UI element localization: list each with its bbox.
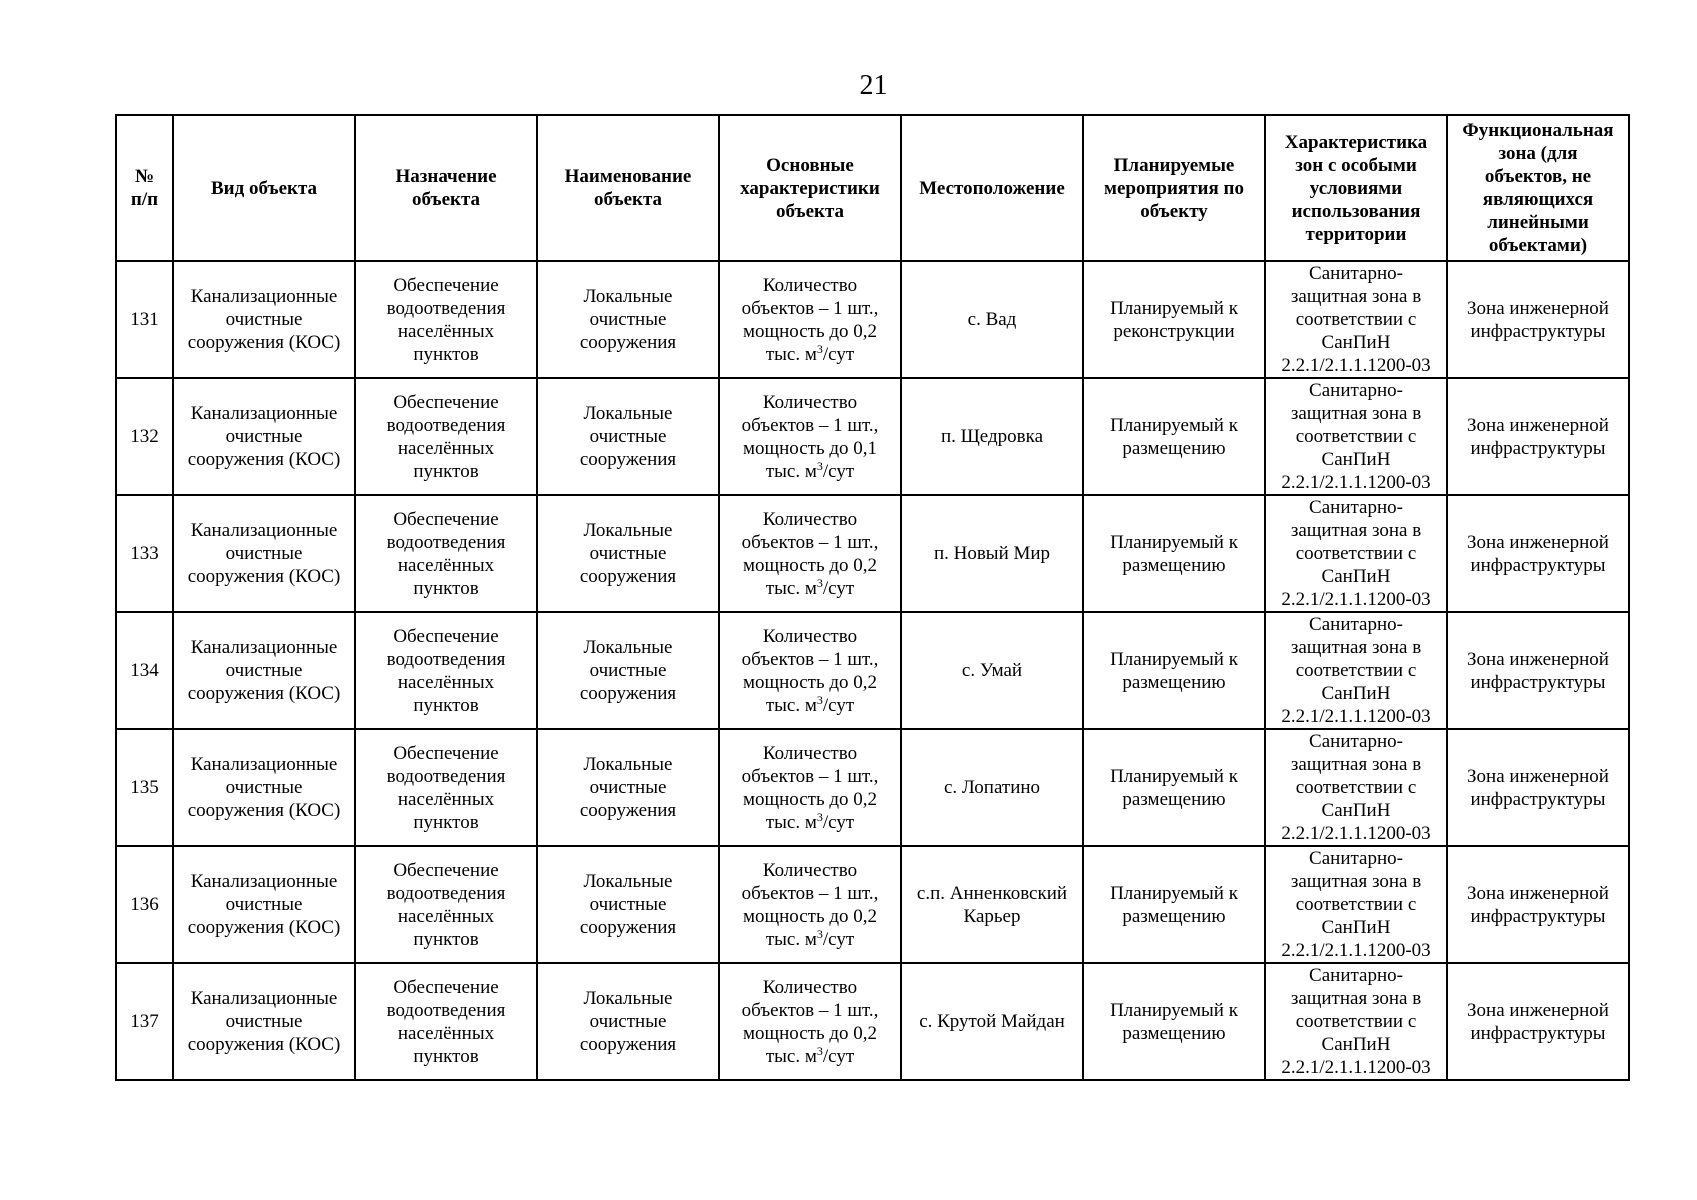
cell-text-line: Обеспечение [393, 391, 499, 413]
cell-text-line: мощность до 0,2 [742, 788, 878, 810]
cell-text-line: Санитарно- [1309, 848, 1403, 869]
cell-text-line: Зона инженерной [1467, 648, 1609, 670]
cell-text-line: Локальные [583, 871, 673, 892]
cell-text-line: пунктов [413, 928, 479, 950]
table-row [116, 495, 1629, 612]
cell-number: 136 [116, 846, 173, 963]
cell-text-line: очистные [589, 660, 667, 681]
cell-text-line: мощность до 0,2 [742, 671, 878, 693]
header-object-type [173, 115, 355, 261]
unit-text: тыс. м [765, 1045, 817, 1067]
cell-text-line: Обеспечение [393, 859, 499, 881]
header-text-line: Наименование [564, 166, 692, 187]
cell-text-line: очистные [225, 1011, 303, 1032]
cell-planned-measures [1083, 612, 1265, 729]
cell-text-line: Канализационные [190, 286, 338, 307]
cell-text-line: Санитарно- [1309, 380, 1403, 401]
cell-object-type [173, 495, 355, 612]
cell-number: 132 [116, 378, 173, 495]
cell-text-line: сооружения [579, 917, 677, 938]
cell-object-name [537, 963, 719, 1080]
cell-planned-measures [1083, 378, 1265, 495]
header-text-line: п/п [130, 189, 159, 210]
cell-text-line: очистные [589, 426, 667, 447]
unit-superscript: 3 [816, 809, 823, 824]
cell-text-line: СанПиН [1321, 449, 1391, 470]
header-text-line: объекту [1140, 200, 1208, 222]
cell-text-line: Канализационные [190, 988, 338, 1009]
cell-object-type [173, 261, 355, 378]
table-row [116, 963, 1629, 1080]
cell-text-line: водоотведения [386, 765, 506, 787]
unit-superscript: 3 [816, 575, 823, 590]
header-functional-zone [1447, 115, 1629, 261]
cell-text-line: защитная зона в [1290, 403, 1422, 424]
header-text-line: линейными [1487, 212, 1589, 233]
cell-object-name [537, 612, 719, 729]
capacity-unit-line [723, 928, 897, 951]
cell-object-type [173, 963, 355, 1080]
cell-text-line: Обеспечение [393, 976, 499, 998]
cell-text-line: Канализационные [190, 871, 338, 892]
unit-text: тыс. м [765, 811, 817, 833]
cell-text-line: Локальные [583, 754, 673, 775]
cell-text-line: Количество [762, 508, 858, 530]
cell-text-line: очистные [225, 894, 303, 915]
cell-text-line: СанПиН [1321, 332, 1391, 353]
cell-text-line: Карьер [963, 905, 1021, 927]
cell-text-line: мощность до 0,2 [742, 554, 878, 576]
capacity-unit-line [723, 343, 897, 366]
header-text-line: зона (для [1498, 143, 1578, 164]
cell-text-line: Локальные [583, 403, 673, 424]
cell-characteristics [719, 612, 901, 729]
cell-text-line: населённых [397, 671, 495, 693]
cell-text-line: мощность до 0,1 [742, 437, 878, 459]
cell-text-line: пунктов [413, 343, 479, 365]
header-text-line: Планируемые [1113, 154, 1235, 176]
cell-text-line: водоотведения [386, 999, 506, 1021]
cell-object-name [537, 846, 719, 963]
cell-text-line: Количество [762, 391, 858, 413]
cell-text-line: Обеспечение [393, 625, 499, 647]
header-text-line: территории [1305, 223, 1407, 245]
cell-text-line: Зона инженерной [1467, 531, 1609, 553]
cell-text-line: соответствии с [1295, 894, 1417, 915]
cell-text-line: Канализационные [190, 403, 338, 424]
cell-text-line: инфраструктуры [1470, 671, 1606, 693]
cell-text-line: СанПиН [1321, 1034, 1391, 1055]
header-object-name [537, 115, 719, 261]
cell-text-line: населённых [397, 905, 495, 927]
table-row [116, 729, 1629, 846]
cell-text-line: объектов – 1 шт., [741, 531, 879, 553]
cell-text-line: водоотведения [386, 882, 506, 904]
unit-tail: /сут [822, 694, 855, 716]
cell-text-line: Санитарно- [1309, 497, 1403, 518]
cell-special-zone [1265, 261, 1447, 378]
cell-planned-measures [1083, 963, 1265, 1080]
header-text-line: объекта [411, 189, 481, 210]
cell-text-line: сооружения (КОС) [187, 683, 341, 704]
cell-text-line: Локальные [583, 637, 673, 658]
cell-text-line: сооружения [579, 449, 677, 470]
cell-object-type [173, 612, 355, 729]
cell-text-line: защитная зона в [1290, 988, 1422, 1009]
cell-text-line: очистные [225, 309, 303, 330]
cell-text-line: Канализационные [190, 754, 338, 775]
cell-text-line: с. Умай [961, 660, 1023, 681]
cell-text-line: соответствии с [1295, 543, 1417, 564]
header-text-line: объекта [775, 200, 845, 222]
unit-text: тыс. м [765, 577, 817, 599]
header-text-line: объекта [593, 189, 663, 210]
cell-functional-zone [1447, 378, 1629, 495]
cell-location [901, 846, 1083, 963]
cell-text-line: пунктов [413, 577, 479, 599]
unit-superscript: 3 [816, 458, 823, 473]
cell-location [901, 963, 1083, 1080]
cell-object-type [173, 378, 355, 495]
cell-text-line: мощность до 0,2 [742, 320, 878, 342]
cell-purpose [355, 612, 537, 729]
cell-text-line: с. Лопатино [943, 777, 1041, 798]
cell-text-line: Планируемый к [1110, 765, 1238, 787]
cell-text-line: объектов – 1 шт., [741, 765, 879, 787]
cell-purpose [355, 261, 537, 378]
cell-text-line: населённых [397, 554, 495, 576]
cell-text-line: населённых [397, 437, 495, 459]
cell-number: 131 [116, 261, 173, 378]
cell-text-line: сооружения [579, 683, 677, 704]
unit-superscript: 3 [816, 926, 823, 941]
table-row [116, 261, 1629, 378]
cell-characteristics [719, 846, 901, 963]
cell-location [901, 495, 1083, 612]
cell-text-line: 2.2.1/2.1.1.1200-03 [1281, 1057, 1431, 1078]
cell-text-line: очистные [225, 426, 303, 447]
unit-tail: /сут [822, 577, 855, 599]
unit-text: тыс. м [765, 928, 817, 950]
cell-text-line: 2.2.1/2.1.1.1200-03 [1281, 589, 1431, 610]
unit-tail: /сут [822, 460, 855, 482]
cell-text-line: очистные [225, 543, 303, 564]
cell-text-line: Локальные [583, 988, 673, 1009]
cell-number: 134 [116, 612, 173, 729]
cell-text-line: 2.2.1/2.1.1.1200-03 [1281, 706, 1431, 727]
cell-text-line: мощность до 0,2 [742, 1022, 878, 1044]
cell-text-line: населённых [397, 788, 495, 810]
cell-special-zone [1265, 378, 1447, 495]
cell-text-line: очистные [225, 777, 303, 798]
cell-text-line: п. Щедровка [940, 426, 1044, 447]
cell-text-line: Канализационные [190, 520, 338, 541]
cell-text-line: Зона инженерной [1467, 414, 1609, 436]
cell-purpose [355, 378, 537, 495]
cell-text-line: размещению [1122, 788, 1226, 810]
cell-text-line: инфраструктуры [1470, 320, 1606, 342]
cell-text-line: Санитарно- [1309, 731, 1403, 752]
cell-text-line: очистные [589, 894, 667, 915]
cell-text-line: сооружения [579, 332, 677, 353]
cell-text-line: инфраструктуры [1470, 437, 1606, 459]
cell-text-line: Локальные [583, 286, 673, 307]
cell-text-line: Локальные [583, 520, 673, 541]
cell-text-line: Санитарно- [1309, 614, 1403, 635]
cell-purpose [355, 846, 537, 963]
cell-text-line: сооружения [579, 566, 677, 587]
cell-text-line: инфраструктуры [1470, 1022, 1606, 1044]
cell-functional-zone [1447, 846, 1629, 963]
cell-text-line: водоотведения [386, 531, 506, 553]
cell-object-type [173, 846, 355, 963]
cell-functional-zone [1447, 612, 1629, 729]
cell-number: 135 [116, 729, 173, 846]
cell-characteristics [719, 963, 901, 1080]
cell-planned-measures [1083, 261, 1265, 378]
cell-text-line: сооружения (КОС) [187, 449, 341, 470]
cell-text-line: инфраструктуры [1470, 554, 1606, 576]
cell-characteristics [719, 378, 901, 495]
cell-characteristics [719, 495, 901, 612]
cell-object-name [537, 729, 719, 846]
cell-text-line: Обеспечение [393, 508, 499, 530]
cell-text-line: соответствии с [1295, 426, 1417, 447]
cell-location [901, 612, 1083, 729]
cell-planned-measures [1083, 495, 1265, 612]
cell-text-line: объектов – 1 шт., [741, 648, 879, 670]
header-text-line: Назначение [395, 166, 497, 187]
cell-text-line: защитная зона в [1290, 754, 1422, 775]
cell-text-line: размещению [1122, 437, 1226, 459]
table-row [116, 612, 1629, 729]
cell-text-line: сооружения (КОС) [187, 1034, 341, 1055]
cell-characteristics [719, 729, 901, 846]
cell-text-line: Количество [762, 859, 858, 881]
header-location [901, 115, 1083, 261]
table-body [116, 261, 1629, 1080]
cell-text-line: Планируемый к [1110, 648, 1238, 670]
header-text-line: зон с особыми [1295, 154, 1417, 176]
cell-text-line: Количество [762, 976, 858, 998]
cell-text-line: объектов – 1 шт., [741, 297, 879, 319]
cell-text-line: соответствии с [1295, 777, 1417, 798]
cell-text-line: пунктов [413, 1045, 479, 1067]
cell-text-line: Количество [762, 625, 858, 647]
cell-text-line: СанПиН [1321, 800, 1391, 821]
cell-special-zone [1265, 963, 1447, 1080]
cell-text-line: пунктов [413, 460, 479, 482]
cell-functional-zone [1447, 261, 1629, 378]
cell-text-line: Зона инженерной [1467, 765, 1609, 787]
capacity-unit-line [723, 1045, 897, 1068]
header-text-line: Местоположение [919, 177, 1065, 199]
header-text-line: являющихся [1482, 189, 1594, 210]
table-row [116, 846, 1629, 963]
cell-special-zone [1265, 495, 1447, 612]
cell-text-line: водоотведения [386, 648, 506, 670]
header-num [116, 115, 173, 261]
cell-text-line: Санитарно- [1309, 263, 1403, 284]
cell-text-line: населённых [397, 1022, 495, 1044]
cell-text-line: размещению [1122, 554, 1226, 576]
cell-text-line: Обеспечение [393, 742, 499, 764]
cell-functional-zone [1447, 495, 1629, 612]
header-text-line: объектов, не [1484, 166, 1592, 187]
unit-tail: /сут [822, 1045, 855, 1067]
cell-text-line: с. Вад [967, 309, 1017, 330]
cell-text-line: СанПиН [1321, 566, 1391, 587]
header-text-line: мероприятия по [1104, 177, 1244, 199]
cell-text-line: очистные [589, 543, 667, 564]
cell-planned-measures [1083, 846, 1265, 963]
page-number: 21 [859, 70, 888, 101]
header-text-line: Вид объекта [210, 177, 318, 199]
header-purpose [355, 115, 537, 261]
table-row [116, 378, 1629, 495]
cell-location [901, 729, 1083, 846]
cell-text-line: защитная зона в [1290, 520, 1422, 541]
cell-text-line: Количество [762, 742, 858, 764]
unit-superscript: 3 [816, 692, 823, 707]
unit-tail: /сут [822, 928, 855, 950]
cell-text-line: 2.2.1/2.1.1.1200-03 [1281, 940, 1431, 961]
cell-characteristics [719, 261, 901, 378]
cell-text-line: сооружения [579, 1034, 677, 1055]
cell-text-line: Планируемый к [1110, 531, 1238, 553]
cell-text-line: соответствии с [1295, 1011, 1417, 1032]
cell-text-line: Планируемый к [1110, 882, 1238, 904]
header-text-line: Основные [766, 154, 854, 176]
header-text-line: объектами) [1488, 235, 1588, 256]
header-text-line: Функциональная [1462, 120, 1614, 141]
cell-text-line: сооружения (КОС) [187, 800, 341, 821]
cell-text-line: очистные [589, 1011, 667, 1032]
cell-text-line: Зона инженерной [1467, 882, 1609, 904]
cell-text-line: Зона инженерной [1467, 999, 1609, 1021]
cell-text-line: 2.2.1/2.1.1.1200-03 [1281, 823, 1431, 844]
cell-text-line: сооружения (КОС) [187, 332, 341, 353]
cell-purpose [355, 495, 537, 612]
cell-text-line: реконструкции [1113, 320, 1235, 342]
cell-special-zone [1265, 846, 1447, 963]
cell-text-line: очистные [589, 777, 667, 798]
cell-object-name [537, 378, 719, 495]
cell-text-line: защитная зона в [1290, 286, 1422, 307]
cell-text-line: пунктов [413, 811, 479, 833]
unit-text: тыс. м [765, 343, 817, 365]
cell-location [901, 261, 1083, 378]
header-characteristics [719, 115, 901, 261]
cell-text-line: п. Новый Мир [933, 543, 1051, 564]
cell-text-line: 2.2.1/2.1.1.1200-03 [1281, 355, 1431, 376]
cell-object-type [173, 729, 355, 846]
cell-text-line: Планируемый к [1110, 297, 1238, 319]
cell-planned-measures [1083, 729, 1265, 846]
cell-number: 137 [116, 963, 173, 1080]
cell-functional-zone [1447, 963, 1629, 1080]
header-special-zones [1265, 115, 1447, 261]
header-planned-measures [1083, 115, 1265, 261]
unit-text: тыс. м [765, 694, 817, 716]
cell-purpose [355, 729, 537, 846]
unit-superscript: 3 [816, 1043, 823, 1058]
header-text-line: характеристики [740, 177, 880, 199]
unit-tail: /сут [822, 343, 855, 365]
cell-text-line: Обеспечение [393, 274, 499, 296]
cell-special-zone [1265, 729, 1447, 846]
header-text-line: Характеристика [1284, 131, 1428, 153]
cell-text-line: с. Крутой Майдан [919, 1011, 1065, 1032]
header-text-line: № [134, 166, 155, 187]
cell-text-line: мощность до 0,2 [742, 905, 878, 927]
cell-location [901, 378, 1083, 495]
cell-text-line: Канализационные [190, 637, 338, 658]
capacity-unit-line [723, 460, 897, 483]
unit-tail: /сут [822, 811, 855, 833]
cell-purpose [355, 963, 537, 1080]
cell-text-line: инфраструктуры [1470, 788, 1606, 810]
cell-text-line: сооружения [579, 800, 677, 821]
cell-text-line: очистные [225, 660, 303, 681]
cell-functional-zone [1447, 729, 1629, 846]
cell-object-name [537, 495, 719, 612]
unit-text: тыс. м [765, 460, 817, 482]
cell-text-line: соответствии с [1295, 660, 1417, 681]
cell-number: 133 [116, 495, 173, 612]
cell-text-line: водоотведения [386, 414, 506, 436]
capacity-unit-line [723, 577, 897, 600]
header-text-line: условиями [1309, 177, 1403, 199]
cell-text-line: Планируемый к [1110, 414, 1238, 436]
header-row [116, 115, 1629, 261]
cell-text-line: 2.2.1/2.1.1.1200-03 [1281, 472, 1431, 493]
header-text-line: использования [1291, 200, 1421, 222]
cell-text-line: сооружения (КОС) [187, 566, 341, 587]
cell-text-line: размещению [1122, 905, 1226, 927]
cell-text-line: размещению [1122, 1022, 1226, 1044]
cell-text-line: сооружения (КОС) [187, 917, 341, 938]
objects-table [115, 114, 1630, 1081]
capacity-unit-line [723, 694, 897, 717]
cell-special-zone [1265, 612, 1447, 729]
capacity-unit-line [723, 811, 897, 834]
unit-superscript: 3 [816, 341, 823, 356]
cell-text-line: Санитарно- [1309, 965, 1403, 986]
cell-text-line: размещению [1122, 671, 1226, 693]
cell-text-line: Зона инженерной [1467, 297, 1609, 319]
cell-text-line: объектов – 1 шт., [741, 414, 879, 436]
cell-text-line: защитная зона в [1290, 637, 1422, 658]
cell-text-line: очистные [589, 309, 667, 330]
cell-text-line: инфраструктуры [1470, 905, 1606, 927]
cell-text-line: населённых [397, 320, 495, 342]
cell-text-line: СанПиН [1321, 683, 1391, 704]
cell-text-line: Количество [762, 274, 858, 296]
cell-text-line: объектов – 1 шт., [741, 999, 879, 1021]
cell-text-line: водоотведения [386, 297, 506, 319]
cell-text-line: СанПиН [1321, 917, 1391, 938]
cell-object-name [537, 261, 719, 378]
cell-text-line: пунктов [413, 694, 479, 716]
cell-text-line: с.п. Анненковский [916, 882, 1068, 904]
cell-text-line: Планируемый к [1110, 999, 1238, 1021]
cell-text-line: соответствии с [1295, 309, 1417, 330]
cell-text-line: объектов – 1 шт., [741, 882, 879, 904]
cell-text-line: защитная зона в [1290, 871, 1422, 892]
